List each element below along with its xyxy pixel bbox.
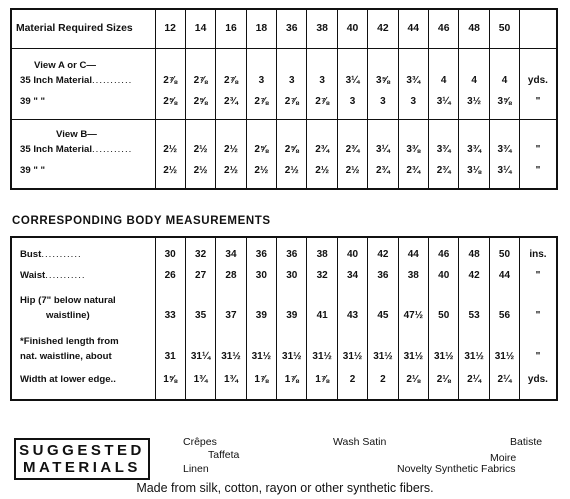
yardage-size-column [216, 120, 246, 190]
yardage-value: 2½ [284, 165, 299, 176]
yardage-value: 2⅝ [163, 96, 178, 107]
material-item: Linen [183, 463, 209, 475]
yardage-size-column [368, 49, 398, 120]
measurement-value: 47½ [403, 310, 424, 321]
size-column [307, 237, 337, 400]
measurement-value: 31½ [221, 351, 241, 362]
yardage-value: 3⅝ [375, 75, 390, 86]
yardage-value: 2½ [254, 165, 269, 176]
yardage-value: 3½ [467, 96, 482, 107]
measurement-value: 31 [164, 351, 176, 362]
size-header: 50 [489, 9, 519, 49]
measurement-value: 30 [164, 249, 176, 260]
measurement-value: 44 [498, 270, 511, 281]
measurement-value: 39 [286, 310, 298, 321]
unit-label: " [535, 310, 541, 321]
materials-label: MATERIALS [23, 459, 141, 476]
yardage-value: 2⅝ [284, 144, 299, 155]
measurement-value: 31½ [494, 351, 515, 362]
measurement-value: 50 [438, 310, 450, 321]
size-column [429, 237, 459, 400]
measurement-value: 46 [438, 249, 450, 260]
yardage-value: 3 [410, 96, 417, 107]
size-column [368, 237, 398, 400]
size-column [246, 237, 276, 400]
yardage-value: 4 [501, 75, 508, 86]
measurement-value: 1⅞ [254, 374, 269, 385]
yardage-value: 3 [380, 96, 386, 107]
measurement-value: 40 [346, 249, 359, 260]
yardage-size-column [307, 49, 337, 120]
measurement-label: Hip (7" below natural [20, 295, 116, 306]
yardage-value: 2⅞ [284, 96, 299, 107]
measurement-value: 1¾ [224, 374, 238, 385]
measurement-value: 2¼ [497, 374, 512, 385]
yardage-value: 3 [349, 96, 356, 107]
yardage-value: 2½ [345, 165, 360, 176]
size-header: 12 [155, 9, 185, 49]
body-measurements-title: CORRESPONDING BODY MEASUREMENTS [12, 215, 271, 227]
yardage-size-column [155, 49, 185, 120]
measurement-value: 31½ [373, 351, 393, 362]
material-item: Taffeta [208, 449, 240, 461]
measurement-value: 35 [195, 310, 207, 321]
view-b-block [11, 120, 557, 190]
measurement-labels [11, 237, 155, 400]
yardage-size-column [459, 49, 489, 120]
yardage-value: 2½ [224, 165, 238, 176]
yardage-value: 2⅞ [224, 75, 238, 86]
yardage-value: 2⅞ [193, 75, 208, 86]
measurement-value: 41 [316, 310, 328, 321]
size-column [185, 237, 215, 400]
yardage-value: 2¾ [436, 165, 451, 176]
measurement-value: 50 [498, 249, 511, 260]
yardage-value: 2½ [224, 144, 238, 155]
material-item: Crêpes [183, 436, 217, 448]
size-header: 18 [246, 9, 276, 49]
measurement-value: 34 [225, 249, 237, 260]
measurement-value: 32 [195, 249, 207, 260]
yardage-value: 2¾ [406, 165, 421, 176]
yardage-size-column [246, 49, 276, 120]
measurement-value: 31½ [282, 351, 302, 362]
yardage-header-row [11, 9, 557, 49]
suggested-label: SUGGESTED [19, 442, 145, 459]
measurement-value: 2¼ [467, 374, 482, 385]
size-header: 14 [185, 9, 215, 49]
yardage-size-column [185, 120, 215, 190]
measurement-value: 2⅛ [406, 374, 421, 385]
body-measurements-block [11, 237, 557, 400]
size-column [398, 237, 428, 400]
yardage-value: 3¼ [345, 75, 360, 86]
measurement-value: 31½ [433, 351, 454, 362]
measurement-value: 28 [225, 270, 237, 281]
measurement-value: 38 [316, 249, 328, 260]
size-column [155, 237, 185, 400]
yardage-value: 4 [440, 75, 447, 86]
yardage-value: 3¼ [436, 96, 451, 107]
yardage-value: 3 [319, 75, 325, 86]
unit-label: " [535, 165, 541, 176]
yardage-size-column [489, 120, 519, 190]
size-column [489, 237, 519, 400]
measurement-value: 33 [164, 310, 176, 321]
yardage-value: 2½ [315, 165, 330, 176]
yardage-value: 3 [288, 75, 295, 86]
view-title: View A or C— [34, 60, 97, 71]
measurement-value: 32 [316, 270, 328, 281]
measurement-label: Waist........... [20, 270, 86, 281]
measurement-value: 36 [377, 270, 389, 281]
suggested-materials-box [14, 438, 150, 480]
yardage-value: 3¼ [497, 165, 512, 176]
size-header: 42 [368, 9, 398, 49]
measurement-value: 27 [195, 270, 207, 281]
yardage-size-column [307, 120, 337, 190]
yardage-size-column [216, 49, 246, 120]
yardage-value: 4 [471, 75, 477, 86]
yardage-size-column [489, 49, 519, 120]
yardage-value: 3¾ [406, 75, 421, 86]
unit-header [520, 9, 557, 49]
measurement-value: 53 [468, 310, 480, 321]
yardage-value: 3¾ [467, 144, 482, 155]
measurement-value: 40 [438, 270, 450, 281]
measurement-value: 26 [164, 270, 176, 281]
yardage-value: 2¾ [375, 165, 390, 176]
size-header: 46 [429, 9, 459, 49]
material-item: Batiste [510, 436, 543, 448]
yardage-value: 3¼ [375, 144, 390, 155]
yardage-value: 3 [258, 75, 265, 86]
yardage-size-column [337, 49, 367, 120]
view-title: View B— [56, 129, 97, 140]
unit-label: " [535, 96, 541, 107]
material-item: Moire [490, 452, 517, 464]
body-measurements-table [10, 236, 558, 401]
yardage-table [10, 8, 558, 190]
yardage-size-column [337, 120, 367, 190]
measurement-value: 31½ [312, 351, 332, 362]
unit-label: " [535, 144, 541, 155]
yardage-value: 2⅝ [254, 144, 269, 155]
unit-column [520, 237, 557, 400]
measurement-value: 31½ [342, 351, 363, 362]
size-header: 40 [337, 9, 367, 49]
measurement-value: 34 [346, 270, 359, 281]
size-header: 16 [216, 9, 246, 49]
material-width-label: 39 " " [20, 165, 46, 176]
yardage-value: 2½ [193, 144, 208, 155]
yardage-size-column [277, 120, 307, 190]
size-column [337, 237, 367, 400]
yardage-value: 3⅜ [406, 144, 421, 155]
size-header: 36 [277, 9, 307, 49]
yardage-value: 2⅞ [163, 75, 178, 86]
measurement-value: 44 [407, 249, 419, 260]
measurement-value: 2⅛ [436, 374, 451, 385]
yardage-size-column [185, 49, 215, 120]
measurement-value: 48 [468, 249, 480, 260]
measurement-value: 31½ [251, 351, 272, 362]
measurement-value: 1⅝ [163, 374, 178, 385]
unit-label: ins. [529, 249, 547, 260]
yardage-value: 2¾ [224, 96, 238, 107]
yardage-value: 2½ [163, 144, 178, 155]
yardage-size-column [398, 49, 428, 120]
measurement-value: 42 [468, 270, 480, 281]
measurement-label: *Finished length from [20, 336, 119, 347]
yardage-header-label: Material Required Sizes [11, 9, 155, 49]
measurement-value: 56 [498, 310, 511, 321]
size-column [216, 237, 246, 400]
measurement-label: nat. waistline, about [20, 351, 112, 362]
measurement-label: Bust........... [20, 249, 82, 260]
size-header: 38 [307, 9, 337, 49]
yardage-size-column [398, 120, 428, 190]
material-item: Wash Satin [333, 436, 387, 448]
yardage-size-column [155, 120, 185, 190]
measurement-value: 31½ [403, 351, 424, 362]
measurement-value: 36 [286, 249, 298, 260]
measurement-value: 37 [225, 310, 237, 321]
measurement-value: 30 [286, 270, 298, 281]
material-width-label: 39 " " [20, 96, 46, 107]
measurement-value: 39 [255, 310, 267, 321]
fiber-footnote: Made from silk, cotton, rayon or other synthetic fibers. [136, 481, 434, 495]
measurement-value: 36 [255, 249, 267, 260]
yardage-value: 3⅛ [467, 165, 482, 176]
yardage-size-column [277, 49, 307, 120]
unit-label: " [535, 270, 541, 281]
material-width-label: 35 Inch Material........... [20, 144, 133, 155]
yardage-value: 2⅝ [193, 96, 208, 107]
measurement-value: 1¾ [193, 374, 208, 385]
measurement-value: 31¼ [190, 351, 211, 362]
yardage-size-column [429, 49, 459, 120]
yardage-value: 3¾ [497, 144, 512, 155]
unit-label: yds. [527, 374, 548, 385]
measurement-value: 42 [377, 249, 389, 260]
yardage-size-column [368, 120, 398, 190]
measurement-value: 45 [377, 310, 389, 321]
material-width-label: 35 Inch Material........... [20, 75, 133, 86]
measurement-value: 2 [349, 374, 356, 385]
yardage-unit-column [520, 120, 557, 190]
yardage-size-column [246, 120, 276, 190]
measurement-value: 38 [407, 270, 419, 281]
measurement-value: 1⅞ [315, 374, 330, 385]
yardage-value: 2¾ [345, 144, 360, 155]
yardage-row-labels [11, 120, 155, 190]
yardage-value: 3⅝ [497, 96, 512, 107]
size-column [277, 237, 307, 400]
measurement-value: 1⅞ [284, 374, 299, 385]
size-header: 44 [398, 9, 428, 49]
yardage-row-labels [11, 49, 155, 120]
yardage-value: 2⅞ [254, 96, 269, 107]
measurement-value: 2 [380, 374, 386, 385]
yardage-value: 3¾ [436, 144, 451, 155]
yardage-value: 2½ [193, 165, 208, 176]
size-column [459, 237, 489, 400]
yardage-value: 2⅞ [315, 96, 330, 107]
yardage-size-column [459, 120, 489, 190]
unit-label: yds. [527, 75, 548, 86]
view-ac-block [11, 49, 557, 120]
yardage-value: 2¾ [315, 144, 330, 155]
measurement-value: 31½ [464, 351, 484, 362]
measurement-label: Width at lower edge.. [20, 374, 116, 385]
unit-label: " [535, 351, 541, 362]
yardage-size-column [429, 120, 459, 190]
size-header: 48 [459, 9, 489, 49]
measurement-value: 30 [255, 270, 267, 281]
yardage-unit-column [520, 49, 557, 120]
measurement-label: waistline) [46, 310, 90, 321]
measurement-value: 43 [346, 310, 359, 321]
material-item: Novelty Synthetic Fabrics [397, 463, 516, 475]
yardage-value: 2½ [163, 165, 178, 176]
